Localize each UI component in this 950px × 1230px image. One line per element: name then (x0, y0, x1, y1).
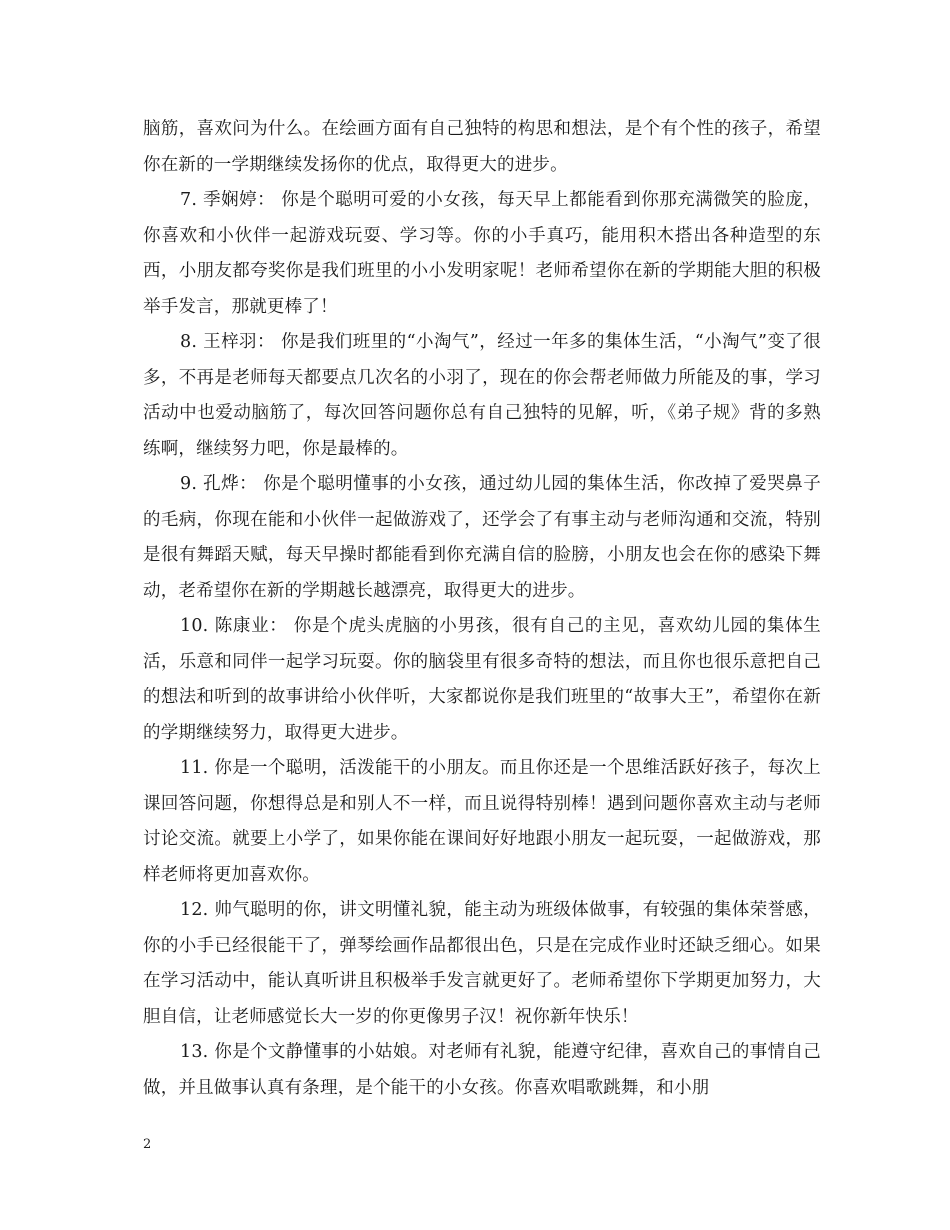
paragraph-item-13: 13. 你是个文静懂事的小姑娘。对老师有礼貌，能遵守纪律，喜欢自己的事情自己做，并且做事认真有条理，是个能干的小女孩。你喜欢唱歌跳舞，和小朋 (143, 1042, 821, 1098)
paragraph-item-11: 11. 你是一个聪明，活泼能干的小朋友。而且你还是一个思维活跃好孩子，每次上课回答问题，你想得总是和别人不一样，而且说得特别棒！遇到问题你喜欢主动与老师讨论交流。就要上小学了，如果你能在课间好好地跟小朋友一起玩耍，一起做游戏，那样老师将更加喜欢你。 (143, 758, 821, 885)
paragraph-item-7: 7. 季娴婷： 你是个聪明可爱的小女孩，每天早上都能看到你那充满微笑的脸庞，你喜欢和小伙伴一起游戏玩耍、学习等。你的小手真巧，能用积木搭出各种造型的东西，小朋友都夸奖你是我们班里的小小发明家呢！老师希望你在新的学期能大胆的积极举手发言，那就更棒了！ (143, 190, 821, 317)
paragraph-item-9: 9. 孔烨： 你是个聪明懂事的小女孩，通过幼儿园的集体生活，你改掉了爱哭鼻子的毛病，你现在能和小伙伴一起做游戏了，还学会了有事主动与老师沟通和交流，特别是很有舞蹈天赋，每天早操时都能看到你充满自信的脸膀，小朋友也会在你的感染下舞动，老希望你在新的学期越长越漂亮，取得更大的进步。 (143, 474, 821, 601)
document-body (143, 112, 821, 1106)
paragraph-item-12: 12. 帅气聪明的你，讲文明懂礼貌，能主动为班级体做事，有较强的集体荣誉感，你的小手已经很能干了，弹琴绘画作品都很出色，只是在完成作业时还缺乏细心。如果在学习活动中，能认真听讲且积极举手发言就更好了。老师希望你下学期更加努力，大胆自信，让老师感觉长大一岁的你更像男子汉！祝你新年快乐！ (143, 900, 821, 1027)
paragraph-continuation: 脑筋，喜欢问为什么。在绘画方面有自己独特的构思和想法，是个有个性的孩子，希望你在新的一学期继续发扬你的优点，取得更大的进步。 (143, 119, 821, 175)
paragraph-item-8: 8. 王梓羽： 你是我们班里的“小淘气”，经过一年多的集体生活，“小淘气”变了很多，不再是老师每天都要点几次名的小羽了，现在的你会帮老师做力所能及的事，学习活动中也爱动脑筋了，每次回答问题你总有自己独特的见解，听，《弟子规》背的多熟练啊，继续努力吧，你是最棒的。 (143, 332, 821, 459)
paragraph-item-10: 10. 陈康业： 你是个虎头虎脑的小男孩，很有自己的主见，喜欢幼儿园的集体生活，乐意和同伴一起学习玩耍。你的脑袋里有很多奇特的想法，而且你也很乐意把自己的想法和听到的故事讲给小伙伴听，大家都说你是我们班里的“故事大王”，希望你在新的学期继续努力，取得更大进步。 (143, 616, 821, 743)
page-number: 2 (143, 1137, 152, 1152)
